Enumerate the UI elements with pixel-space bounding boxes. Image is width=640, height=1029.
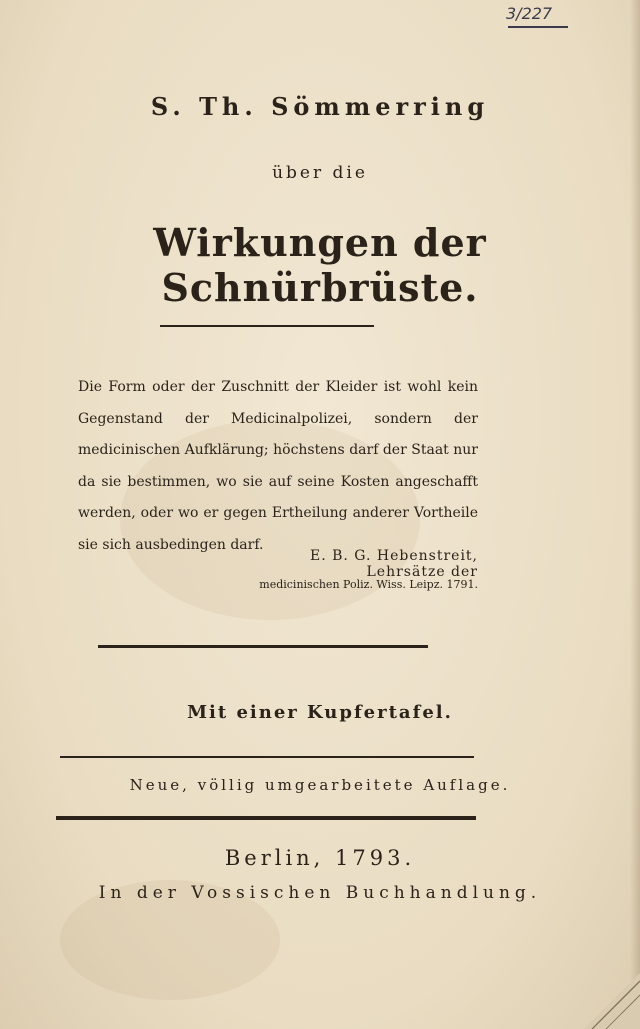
epigraph-quote: Die Form oder der Zuschnitt der Kleider ist wohl kein Gegenstand der Medicinalpolizei, sondern der medicinischen Aufklärung; höchstens darf der Staat nur da sie bestimmen, wo sie auf seine Kosten angeschafft werden, oder wo er gegen Ertheilung anderer Vortheile sie sich ausbedingen darf. — [78, 379, 478, 553]
edition-line: Neue, völlig umgearbeitete Auflage. — [129, 776, 511, 794]
plate-note: Mit einer Kupfertafel. — [187, 702, 453, 723]
epigraph-source: medicinischen Poliz. Wiss. Leipz. 1791. — [259, 578, 478, 591]
catalog-underline — [508, 26, 568, 28]
author-line: S. Th. Sömmerring — [150, 92, 490, 121]
corner-fold-icon — [584, 973, 640, 1029]
catalog-number: 3/227 — [506, 4, 553, 23]
imprint-publisher: In der Vossischen Buchhandlung. — [98, 883, 542, 903]
divider-rule — [56, 816, 476, 820]
divider-rule — [60, 756, 474, 758]
divider-rule — [160, 325, 374, 327]
divider-rule — [98, 645, 428, 648]
book-title: Wirkungen der Schnürbrüste. — [153, 220, 487, 310]
page-edge — [630, 0, 640, 1029]
ueber-line: über die — [272, 163, 368, 183]
epigraph-attribution: E. B. G. Hebenstreit, Lehrsätze der — [310, 548, 478, 580]
imprint-place-date: Berlin, 1793. — [224, 846, 416, 870]
